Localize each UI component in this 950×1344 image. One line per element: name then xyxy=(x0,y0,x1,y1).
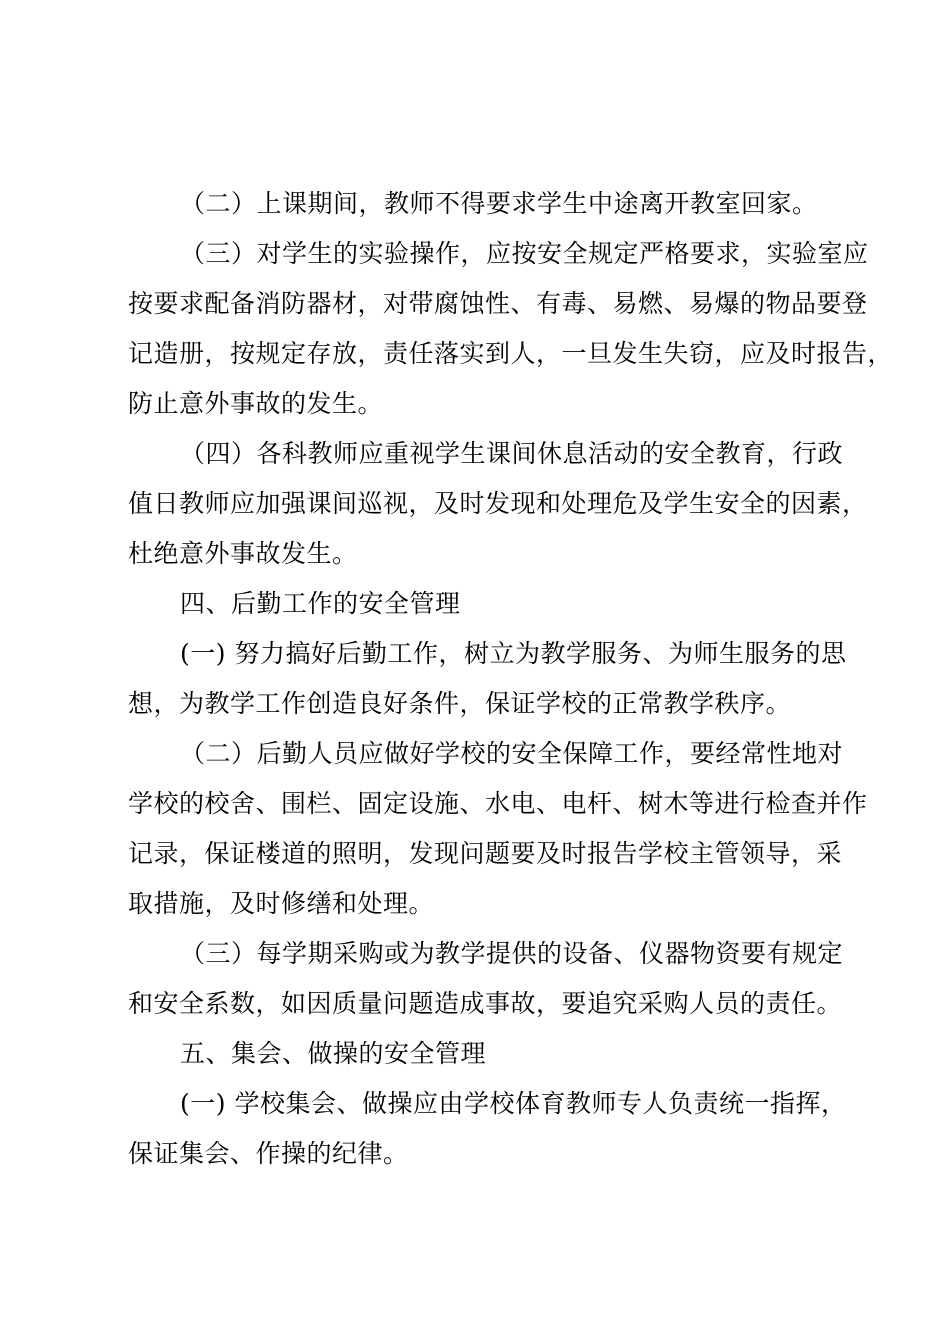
paragraph-line: 防止意外事故的发生。 xyxy=(128,389,384,418)
paragraph-line: （二）上课期间，教师不得要求学生中途离开教室回家。 xyxy=(180,189,818,218)
paragraph-line: 杜绝意外事故发生。 xyxy=(128,539,358,568)
paragraph-line: 想，为教学工作创造良好条件，保证学校的正常教学秩序。 xyxy=(128,689,792,718)
paragraph-line: 学校的校舍、围栏、固定设施、水电、电杆、树木等进行检查并作 xyxy=(128,789,868,818)
paragraph-line: 记录，保证楼道的照明，发现问题要及时报告学校主管领导，采 xyxy=(128,839,843,868)
paragraph-line: 取措施，及时修缮和处理。 xyxy=(128,889,435,918)
paragraph-line: （四）各科教师应重视学生课间休息活动的安全教育，行政 xyxy=(180,439,844,468)
section-heading: 四、后勤工作的安全管理 xyxy=(180,589,461,618)
paragraph-line: （三）对学生的实验操作，应按安全规定严格要求，实验室应 xyxy=(180,239,869,268)
paragraph-line: （二）后勤人员应做好学校的安全保障工作，要经常性地对 xyxy=(180,739,844,768)
paragraph-line: 记造册，按规定存放，责任落实到人，一旦发生失窃，应及时报告， xyxy=(128,339,894,368)
paragraph-line: 和安全系数，如因质量问题造成事故，要追究采购人员的责任。 xyxy=(128,989,843,1018)
paragraph-line: 值日教师应加强课间巡视，及时发现和处理危及学生安全的因素， xyxy=(128,489,868,518)
paragraph-line: (一) 努力搞好后勤工作，树立为教学服务、为师生服务的思 xyxy=(180,639,847,668)
paragraph-line: 保证集会、作操的纪律。 xyxy=(128,1139,409,1168)
paragraph-line: 按要求配备消防器材，对带腐蚀性、有毒、易燃、易爆的物品要登 xyxy=(128,289,868,318)
section-heading: 五、集会、做操的安全管理 xyxy=(180,1039,487,1068)
paragraph-line: (一) 学校集会、做操应由学校体育教师专人负责统一指挥， xyxy=(180,1089,847,1118)
paragraph-line: （三）每学期采购或为教学提供的设备、仪器物资要有规定 xyxy=(180,939,844,968)
